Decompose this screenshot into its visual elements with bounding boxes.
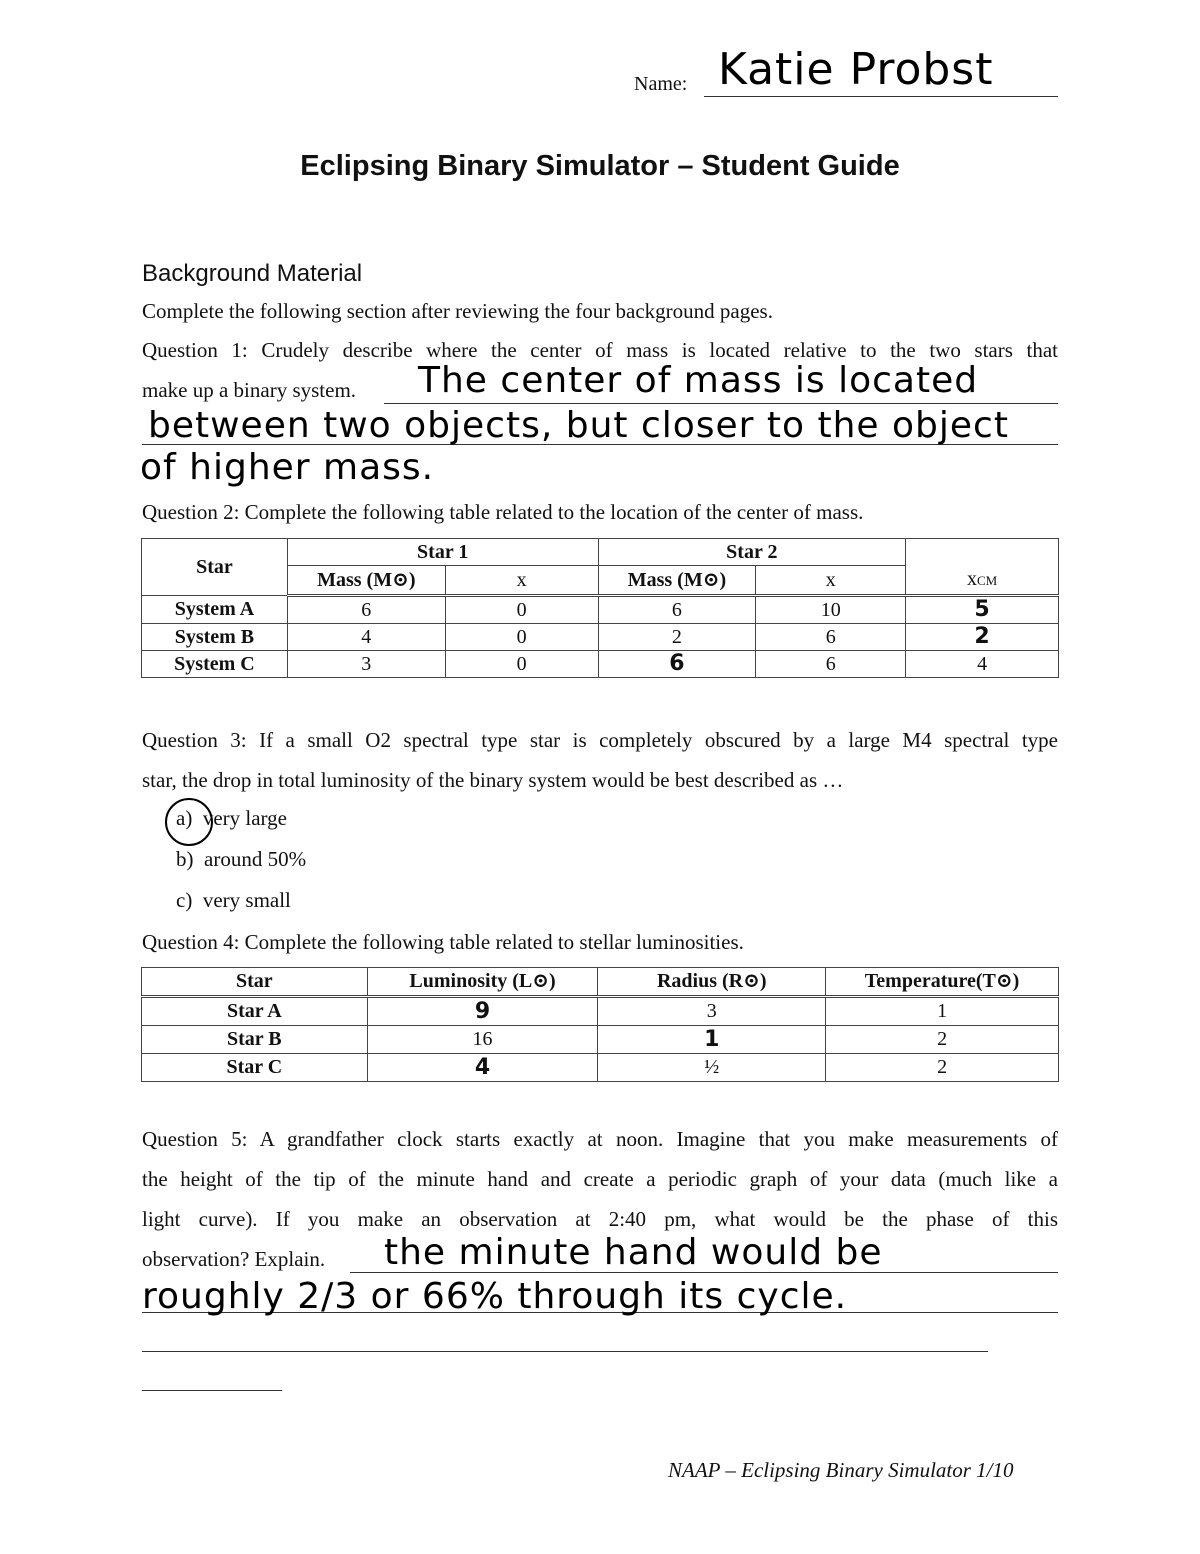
question-5-text: the height of the tip of the minute hand and create a periodic graph of your data (much like a — [142, 1167, 1058, 1191]
table-header-x-2: x — [756, 566, 906, 596]
question-5-text: light curve). If you make an observation at 2:40 pm, what would be the phase of this — [142, 1207, 1058, 1231]
option-letter: b) — [176, 847, 194, 871]
cell-radius: ½ — [598, 1054, 826, 1082]
cell-mass-1: 4 — [287, 623, 445, 650]
table-header-x-1: x — [445, 566, 598, 596]
row-label: Star B — [142, 1026, 368, 1054]
cell-mass-2: 6 — [598, 595, 756, 623]
cell-temperature: 2 — [826, 1026, 1059, 1054]
question-3-text-end: star, the drop in total luminosity of the binary system would be best described as … — [142, 768, 844, 792]
question-1-answer[interactable]: The center of mass is located — [418, 360, 979, 401]
table-header-star: Star — [142, 968, 368, 997]
question-5-answer[interactable]: the minute hand would be — [384, 1232, 883, 1273]
option-text: very small — [202, 888, 291, 912]
cell-mass-2-answer[interactable]: 6 — [598, 650, 756, 677]
page-title: Eclipsing Binary Simulator – Student Guide — [300, 150, 900, 182]
cell-luminosity-answer[interactable]: 9 — [367, 997, 598, 1026]
table-header-star: Star — [142, 539, 288, 596]
cell-mass-2: 2 — [598, 623, 756, 650]
table-row — [142, 997, 1059, 1026]
name-field[interactable]: Katie Probst — [718, 44, 994, 95]
table-header-xcm: xCM — [906, 566, 1059, 596]
option-letter: c) — [176, 888, 193, 912]
section-intro: Complete the following section after reviewing the four background pages. — [142, 299, 773, 323]
option-c[interactable] — [176, 888, 291, 913]
answer-line — [142, 1390, 282, 1391]
cell-temperature: 2 — [826, 1054, 1059, 1082]
row-label: Star A — [142, 997, 368, 1026]
answer-line — [384, 403, 1058, 404]
table-header-blank — [906, 539, 1059, 566]
question-1-answer[interactable]: of higher mass. — [140, 447, 435, 488]
cell-x-1: 0 — [445, 595, 598, 623]
section-heading: Background Material — [142, 260, 363, 287]
cell-x-1: 0 — [445, 650, 598, 677]
cell-xcm-answer[interactable]: 2 — [906, 623, 1059, 650]
question-1-answer[interactable]: between two objects, but closer to the object — [148, 405, 1009, 446]
cell-radius-answer[interactable]: 1 — [598, 1026, 826, 1054]
option-a[interactable] — [176, 806, 287, 831]
luminosity-table — [141, 967, 1059, 1082]
cell-mass-1: 6 — [287, 595, 445, 623]
table-header-star-2: Star 2 — [598, 539, 906, 566]
table-row — [142, 623, 1059, 650]
page-footer: NAAP – Eclipsing Binary Simulator 1/10 — [668, 1458, 1014, 1482]
cell-luminosity: 16 — [367, 1026, 598, 1054]
question-5-text: Question 5: A grandfather clock starts exactly at noon. Imagine that you make measurements of — [142, 1127, 1058, 1151]
row-label: System A — [142, 595, 288, 623]
option-letter: a) — [176, 806, 193, 830]
cell-xcm: 4 — [906, 650, 1059, 677]
table-row — [142, 1054, 1059, 1082]
option-text: around 50% — [204, 847, 307, 871]
cell-x-2: 10 — [756, 595, 906, 623]
center-of-mass-table — [141, 538, 1059, 678]
table-header-luminosity: Luminosity (L⊙) — [367, 968, 598, 997]
table-header-temperature: Temperature(T⊙) — [826, 968, 1059, 997]
cell-luminosity-answer[interactable]: 4 — [367, 1054, 598, 1082]
option-text: very large — [202, 806, 287, 830]
table-header-mass-2: Mass (M⊙) — [598, 566, 756, 596]
table-header-mass-1: Mass (M⊙) — [287, 566, 445, 596]
table-row — [142, 650, 1059, 677]
question-5-answer[interactable]: roughly 2/3 or 66% through its cycle. — [142, 1276, 848, 1317]
cell-xcm-answer[interactable]: 5 — [906, 595, 1059, 623]
question-1-text: Question 1: Crudely describe where the center of mass is located relative to the two stars that — [142, 338, 1058, 362]
row-label: System B — [142, 623, 288, 650]
name-label: Name: — [634, 73, 688, 95]
row-label: Star C — [142, 1054, 368, 1082]
cell-radius: 3 — [598, 997, 826, 1026]
cell-x-1: 0 — [445, 623, 598, 650]
option-b[interactable] — [176, 847, 306, 872]
name-underline — [704, 96, 1058, 97]
question-4-text: Question 4: Complete the following table related to stellar luminosities. — [142, 930, 744, 954]
question-1-text-end: make up a binary system. — [142, 378, 357, 402]
question-3-text: Question 3: If a small O2 spectral type star is completely obscured by a large M4 spectral type — [142, 728, 1058, 752]
question-2-text: Question 2: Complete the following table related to the location of the center of mass. — [142, 500, 864, 524]
question-5-text-end: observation? Explain. — [142, 1247, 326, 1271]
answer-line — [142, 1351, 988, 1352]
table-header-star-1: Star 1 — [287, 539, 598, 566]
cell-x-2: 6 — [756, 650, 906, 677]
table-row — [142, 595, 1059, 623]
cell-temperature: 1 — [826, 997, 1059, 1026]
row-label: System C — [142, 650, 288, 677]
cell-x-2: 6 — [756, 623, 906, 650]
table-row — [142, 1026, 1059, 1054]
table-header-radius: Radius (R⊙) — [598, 968, 826, 997]
cell-mass-1: 3 — [287, 650, 445, 677]
